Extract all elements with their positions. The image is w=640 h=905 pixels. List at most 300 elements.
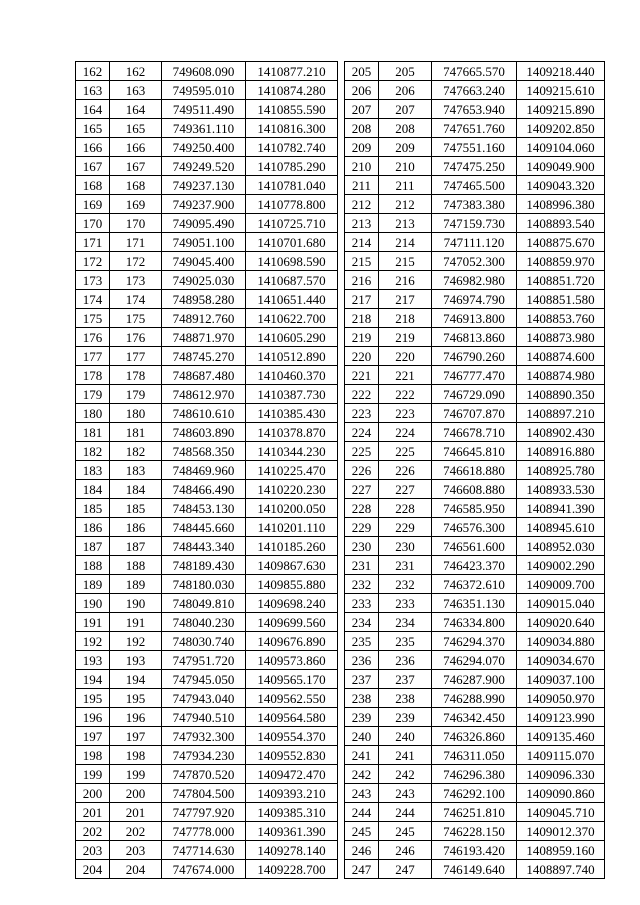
point-id-cell: 209: [379, 138, 432, 157]
point-number-cell: 174: [76, 290, 110, 309]
point-id-cell: 219: [379, 328, 432, 347]
table-row: [76, 195, 338, 214]
y-coordinate-cell: 1410185.260: [246, 537, 338, 556]
x-coordinate-cell: 746326.860: [432, 727, 517, 746]
x-coordinate-cell: 746228.150: [432, 822, 517, 841]
table-row: [345, 119, 605, 138]
x-coordinate-cell: 747934.230: [162, 746, 246, 765]
table-row: [345, 347, 605, 366]
point-id-cell: 190: [110, 594, 162, 613]
x-coordinate-cell: 748603.890: [162, 423, 246, 442]
x-coordinate-cell: 749237.130: [162, 176, 246, 195]
table-row: [345, 461, 605, 480]
y-coordinate-cell: 1409698.240: [246, 594, 338, 613]
y-coordinate-cell: 1409034.880: [517, 632, 605, 651]
x-coordinate-cell: 747052.300: [432, 252, 517, 271]
point-id-cell: 206: [379, 81, 432, 100]
point-id-cell: 180: [110, 404, 162, 423]
point-number-cell: 245: [345, 822, 379, 841]
y-coordinate-cell: 1408875.670: [517, 233, 605, 252]
table-row: [345, 841, 605, 860]
point-number-cell: 195: [76, 689, 110, 708]
table-row: [345, 803, 605, 822]
y-coordinate-cell: 1408925.780: [517, 461, 605, 480]
x-coordinate-cell: 747663.240: [432, 81, 517, 100]
table-row: [76, 176, 338, 195]
point-number-cell: 232: [345, 575, 379, 594]
point-id-cell: 228: [379, 499, 432, 518]
point-id-cell: 246: [379, 841, 432, 860]
y-coordinate-cell: 1409278.140: [246, 841, 338, 860]
point-id-cell: 167: [110, 157, 162, 176]
table-row: [76, 632, 338, 651]
point-number-cell: 206: [345, 81, 379, 100]
table-row: [345, 480, 605, 499]
table-row: [76, 651, 338, 670]
point-number-cell: 176: [76, 328, 110, 347]
point-number-cell: 242: [345, 765, 379, 784]
x-coordinate-cell: 746707.870: [432, 404, 517, 423]
point-number-cell: 241: [345, 746, 379, 765]
point-number-cell: 237: [345, 670, 379, 689]
point-number-cell: 190: [76, 594, 110, 613]
y-coordinate-cell: 1410385.430: [246, 404, 338, 423]
table-row: [345, 81, 605, 100]
point-id-cell: 238: [379, 689, 432, 708]
point-id-cell: 232: [379, 575, 432, 594]
table-row: [345, 594, 605, 613]
y-coordinate-cell: 1409215.610: [517, 81, 605, 100]
y-coordinate-cell: 1408933.530: [517, 480, 605, 499]
x-coordinate-cell: 746287.900: [432, 670, 517, 689]
x-coordinate-cell: 747465.500: [432, 176, 517, 195]
point-id-cell: 217: [379, 290, 432, 309]
x-coordinate-cell: 746294.070: [432, 651, 517, 670]
point-number-cell: 208: [345, 119, 379, 138]
y-coordinate-cell: 1409393.210: [246, 784, 338, 803]
y-coordinate-cell: 1410201.110: [246, 518, 338, 537]
table-row: [76, 822, 338, 841]
table-row: [345, 366, 605, 385]
point-number-cell: 181: [76, 423, 110, 442]
point-number-cell: 220: [345, 347, 379, 366]
point-id-cell: 173: [110, 271, 162, 290]
x-coordinate-cell: 749361.110: [162, 119, 246, 138]
point-id-cell: 225: [379, 442, 432, 461]
point-number-cell: 168: [76, 176, 110, 195]
point-number-cell: 180: [76, 404, 110, 423]
y-coordinate-cell: 1410874.280: [246, 81, 338, 100]
y-coordinate-cell: 1409855.880: [246, 575, 338, 594]
point-id-cell: 193: [110, 651, 162, 670]
x-coordinate-cell: 747932.300: [162, 727, 246, 746]
table-row: [345, 727, 605, 746]
point-number-cell: 204: [76, 860, 110, 879]
point-id-cell: 221: [379, 366, 432, 385]
y-coordinate-cell: 1409104.060: [517, 138, 605, 157]
x-coordinate-cell: 746585.950: [432, 499, 517, 518]
x-coordinate-cell: 747551.160: [432, 138, 517, 157]
x-coordinate-cell: 747804.500: [162, 784, 246, 803]
table-body: [345, 62, 605, 879]
y-coordinate-cell: 1409043.320: [517, 176, 605, 195]
point-id-cell: 172: [110, 252, 162, 271]
x-coordinate-cell: 747651.760: [432, 119, 517, 138]
point-number-cell: 169: [76, 195, 110, 214]
point-id-cell: 197: [110, 727, 162, 746]
point-number-cell: 171: [76, 233, 110, 252]
x-coordinate-cell: 749095.490: [162, 214, 246, 233]
x-coordinate-cell: 746149.640: [432, 860, 517, 879]
point-id-cell: 201: [110, 803, 162, 822]
x-coordinate-cell: 747943.040: [162, 689, 246, 708]
point-id-cell: 200: [110, 784, 162, 803]
table-row: [345, 518, 605, 537]
table-row: [76, 480, 338, 499]
point-id-cell: 234: [379, 613, 432, 632]
point-id-cell: 224: [379, 423, 432, 442]
table-row: [76, 252, 338, 271]
point-id-cell: 189: [110, 575, 162, 594]
point-number-cell: 205: [345, 62, 379, 81]
y-coordinate-cell: 1410781.040: [246, 176, 338, 195]
table-row: [345, 499, 605, 518]
x-coordinate-cell: 747653.940: [432, 100, 517, 119]
table-row: [76, 803, 338, 822]
table-row: [76, 81, 338, 100]
point-id-cell: 247: [379, 860, 432, 879]
y-coordinate-cell: 1410877.210: [246, 62, 338, 81]
point-id-cell: 169: [110, 195, 162, 214]
table-row: [76, 442, 338, 461]
point-number-cell: 224: [345, 423, 379, 442]
x-coordinate-cell: 748443.340: [162, 537, 246, 556]
point-id-cell: 218: [379, 309, 432, 328]
y-coordinate-cell: 1410460.370: [246, 366, 338, 385]
y-coordinate-cell: 1409050.970: [517, 689, 605, 708]
y-coordinate-cell: 1408959.160: [517, 841, 605, 860]
x-coordinate-cell: 747778.000: [162, 822, 246, 841]
x-coordinate-cell: 746618.880: [432, 461, 517, 480]
y-coordinate-cell: 1408853.760: [517, 309, 605, 328]
x-coordinate-cell: 746296.380: [432, 765, 517, 784]
point-number-cell: 221: [345, 366, 379, 385]
point-id-cell: 192: [110, 632, 162, 651]
point-id-cell: 183: [110, 461, 162, 480]
x-coordinate-cell: 746372.610: [432, 575, 517, 594]
point-number-cell: 201: [76, 803, 110, 822]
point-id-cell: 226: [379, 461, 432, 480]
point-id-cell: 216: [379, 271, 432, 290]
point-number-cell: 186: [76, 518, 110, 537]
point-number-cell: 189: [76, 575, 110, 594]
y-coordinate-cell: 1409015.040: [517, 594, 605, 613]
table-row: [345, 613, 605, 632]
point-id-cell: 166: [110, 138, 162, 157]
x-coordinate-cell: 746729.090: [432, 385, 517, 404]
x-coordinate-cell: 746342.450: [432, 708, 517, 727]
point-number-cell: 243: [345, 784, 379, 803]
point-id-cell: 187: [110, 537, 162, 556]
x-coordinate-cell: 747951.720: [162, 651, 246, 670]
point-number-cell: 191: [76, 613, 110, 632]
x-coordinate-cell: 746576.300: [432, 518, 517, 537]
table-row: [345, 100, 605, 119]
point-number-cell: 234: [345, 613, 379, 632]
point-number-cell: 179: [76, 385, 110, 404]
x-coordinate-cell: 749511.490: [162, 100, 246, 119]
y-coordinate-cell: 1410387.730: [246, 385, 338, 404]
x-coordinate-cell: 747945.050: [162, 670, 246, 689]
point-number-cell: 227: [345, 480, 379, 499]
x-coordinate-cell: 746251.810: [432, 803, 517, 822]
x-coordinate-cell: 749025.030: [162, 271, 246, 290]
point-id-cell: 242: [379, 765, 432, 784]
table-row: [76, 366, 338, 385]
point-id-cell: 211: [379, 176, 432, 195]
y-coordinate-cell: 1409202.850: [517, 119, 605, 138]
x-coordinate-cell: 748040.230: [162, 613, 246, 632]
table-row: [345, 689, 605, 708]
x-coordinate-cell: 748445.660: [162, 518, 246, 537]
point-number-cell: 247: [345, 860, 379, 879]
point-number-cell: 230: [345, 537, 379, 556]
point-number-cell: 183: [76, 461, 110, 480]
y-coordinate-cell: 1410622.700: [246, 309, 338, 328]
x-coordinate-cell: 747870.520: [162, 765, 246, 784]
point-number-cell: 200: [76, 784, 110, 803]
point-id-cell: 212: [379, 195, 432, 214]
y-coordinate-cell: 1410785.290: [246, 157, 338, 176]
y-coordinate-cell: 1409215.890: [517, 100, 605, 119]
point-id-cell: 174: [110, 290, 162, 309]
point-number-cell: 172: [76, 252, 110, 271]
y-coordinate-cell: 1409552.830: [246, 746, 338, 765]
y-coordinate-cell: 1408897.740: [517, 860, 605, 879]
y-coordinate-cell: 1408916.880: [517, 442, 605, 461]
table-row: [345, 385, 605, 404]
x-coordinate-cell: 749595.010: [162, 81, 246, 100]
point-id-cell: 222: [379, 385, 432, 404]
y-coordinate-cell: 1410344.230: [246, 442, 338, 461]
y-coordinate-cell: 1410782.740: [246, 138, 338, 157]
x-coordinate-cell: 748958.280: [162, 290, 246, 309]
point-number-cell: 187: [76, 537, 110, 556]
y-coordinate-cell: 1410816.300: [246, 119, 338, 138]
x-coordinate-cell: 747111.120: [432, 233, 517, 252]
table-row: [345, 442, 605, 461]
point-number-cell: 197: [76, 727, 110, 746]
point-number-cell: 215: [345, 252, 379, 271]
y-coordinate-cell: 1409049.900: [517, 157, 605, 176]
y-coordinate-cell: 1409228.700: [246, 860, 338, 879]
y-coordinate-cell: 1409037.100: [517, 670, 605, 689]
table-row: [345, 860, 605, 879]
point-id-cell: 229: [379, 518, 432, 537]
table-row: [76, 670, 338, 689]
table-row: [345, 214, 605, 233]
x-coordinate-cell: 746351.130: [432, 594, 517, 613]
point-id-cell: 208: [379, 119, 432, 138]
point-number-cell: 166: [76, 138, 110, 157]
point-number-cell: 165: [76, 119, 110, 138]
x-coordinate-cell: 749045.400: [162, 252, 246, 271]
y-coordinate-cell: 1408874.600: [517, 347, 605, 366]
point-id-cell: 239: [379, 708, 432, 727]
table-row: [76, 328, 338, 347]
point-id-cell: 164: [110, 100, 162, 119]
point-id-cell: 198: [110, 746, 162, 765]
table-row: [76, 708, 338, 727]
table-row: [76, 461, 338, 480]
point-number-cell: 202: [76, 822, 110, 841]
point-number-cell: 240: [345, 727, 379, 746]
table-row: [345, 62, 605, 81]
point-id-cell: 195: [110, 689, 162, 708]
point-id-cell: 220: [379, 347, 432, 366]
x-coordinate-cell: 747797.920: [162, 803, 246, 822]
point-number-cell: 192: [76, 632, 110, 651]
point-id-cell: 191: [110, 613, 162, 632]
y-coordinate-cell: 1409123.990: [517, 708, 605, 727]
point-id-cell: 186: [110, 518, 162, 537]
point-id-cell: 237: [379, 670, 432, 689]
point-number-cell: 203: [76, 841, 110, 860]
point-id-cell: 163: [110, 81, 162, 100]
table-row: [345, 309, 605, 328]
point-number-cell: 163: [76, 81, 110, 100]
y-coordinate-cell: 1409676.890: [246, 632, 338, 651]
point-number-cell: 211: [345, 176, 379, 195]
table-row: [76, 423, 338, 442]
x-coordinate-cell: 748568.350: [162, 442, 246, 461]
point-id-cell: 194: [110, 670, 162, 689]
table-row: [76, 157, 338, 176]
point-number-cell: 216: [345, 271, 379, 290]
coordinate-table-right: [344, 61, 605, 879]
point-id-cell: 205: [379, 62, 432, 81]
point-number-cell: 177: [76, 347, 110, 366]
point-number-cell: 231: [345, 556, 379, 575]
y-coordinate-cell: 1410512.890: [246, 347, 338, 366]
y-coordinate-cell: 1408945.610: [517, 518, 605, 537]
point-number-cell: 235: [345, 632, 379, 651]
table-row: [76, 385, 338, 404]
table-row: [345, 784, 605, 803]
y-coordinate-cell: 1409009.700: [517, 575, 605, 594]
y-coordinate-cell: 1410778.800: [246, 195, 338, 214]
point-id-cell: 184: [110, 480, 162, 499]
coordinate-table-left: [75, 61, 338, 879]
table-row: [76, 727, 338, 746]
point-id-cell: 214: [379, 233, 432, 252]
point-id-cell: 241: [379, 746, 432, 765]
y-coordinate-cell: 1410855.590: [246, 100, 338, 119]
x-coordinate-cell: 748745.270: [162, 347, 246, 366]
y-coordinate-cell: 1408952.030: [517, 537, 605, 556]
x-coordinate-cell: 746777.470: [432, 366, 517, 385]
point-number-cell: 175: [76, 309, 110, 328]
point-id-cell: 244: [379, 803, 432, 822]
point-id-cell: 213: [379, 214, 432, 233]
y-coordinate-cell: 1408941.390: [517, 499, 605, 518]
table-row: [76, 841, 338, 860]
table-row: [76, 860, 338, 879]
point-id-cell: 199: [110, 765, 162, 784]
point-id-cell: 210: [379, 157, 432, 176]
x-coordinate-cell: 746974.790: [432, 290, 517, 309]
point-id-cell: 181: [110, 423, 162, 442]
x-coordinate-cell: 748189.430: [162, 556, 246, 575]
point-number-cell: 233: [345, 594, 379, 613]
point-id-cell: 240: [379, 727, 432, 746]
x-coordinate-cell: 746790.260: [432, 347, 517, 366]
x-coordinate-cell: 746193.420: [432, 841, 517, 860]
y-coordinate-cell: 1408893.540: [517, 214, 605, 233]
table-row: [345, 271, 605, 290]
table-row: [76, 347, 338, 366]
y-coordinate-cell: 1409565.170: [246, 670, 338, 689]
table-row: [76, 309, 338, 328]
x-coordinate-cell: 746982.980: [432, 271, 517, 290]
point-id-cell: 176: [110, 328, 162, 347]
y-coordinate-cell: 1409867.630: [246, 556, 338, 575]
point-number-cell: 170: [76, 214, 110, 233]
point-number-cell: 217: [345, 290, 379, 309]
x-coordinate-cell: 746678.710: [432, 423, 517, 442]
y-coordinate-cell: 1409472.470: [246, 765, 338, 784]
table-row: [76, 290, 338, 309]
y-coordinate-cell: 1408902.430: [517, 423, 605, 442]
table-row: [76, 233, 338, 252]
point-number-cell: 219: [345, 328, 379, 347]
table-row: [345, 670, 605, 689]
point-id-cell: 188: [110, 556, 162, 575]
table-row: [76, 689, 338, 708]
y-coordinate-cell: 1409564.580: [246, 708, 338, 727]
x-coordinate-cell: 746288.990: [432, 689, 517, 708]
y-coordinate-cell: 1409554.370: [246, 727, 338, 746]
point-number-cell: 209: [345, 138, 379, 157]
x-coordinate-cell: 748610.610: [162, 404, 246, 423]
y-coordinate-cell: 1408873.980: [517, 328, 605, 347]
y-coordinate-cell: 1409135.460: [517, 727, 605, 746]
table-row: [345, 632, 605, 651]
point-number-cell: 226: [345, 461, 379, 480]
x-coordinate-cell: 746913.800: [432, 309, 517, 328]
table-row: [76, 784, 338, 803]
point-id-cell: 182: [110, 442, 162, 461]
point-number-cell: 164: [76, 100, 110, 119]
point-id-cell: 196: [110, 708, 162, 727]
x-coordinate-cell: 748180.030: [162, 575, 246, 594]
point-number-cell: 199: [76, 765, 110, 784]
y-coordinate-cell: 1410605.290: [246, 328, 338, 347]
point-number-cell: 188: [76, 556, 110, 575]
table-body: [76, 62, 338, 879]
point-number-cell: 173: [76, 271, 110, 290]
x-coordinate-cell: 748453.130: [162, 499, 246, 518]
x-coordinate-cell: 746423.370: [432, 556, 517, 575]
y-coordinate-cell: 1409090.860: [517, 784, 605, 803]
table-row: [76, 537, 338, 556]
point-number-cell: 167: [76, 157, 110, 176]
x-coordinate-cell: 749237.900: [162, 195, 246, 214]
y-coordinate-cell: 1408851.720: [517, 271, 605, 290]
y-coordinate-cell: 1410220.230: [246, 480, 338, 499]
y-coordinate-cell: 1409096.330: [517, 765, 605, 784]
x-coordinate-cell: 749249.520: [162, 157, 246, 176]
